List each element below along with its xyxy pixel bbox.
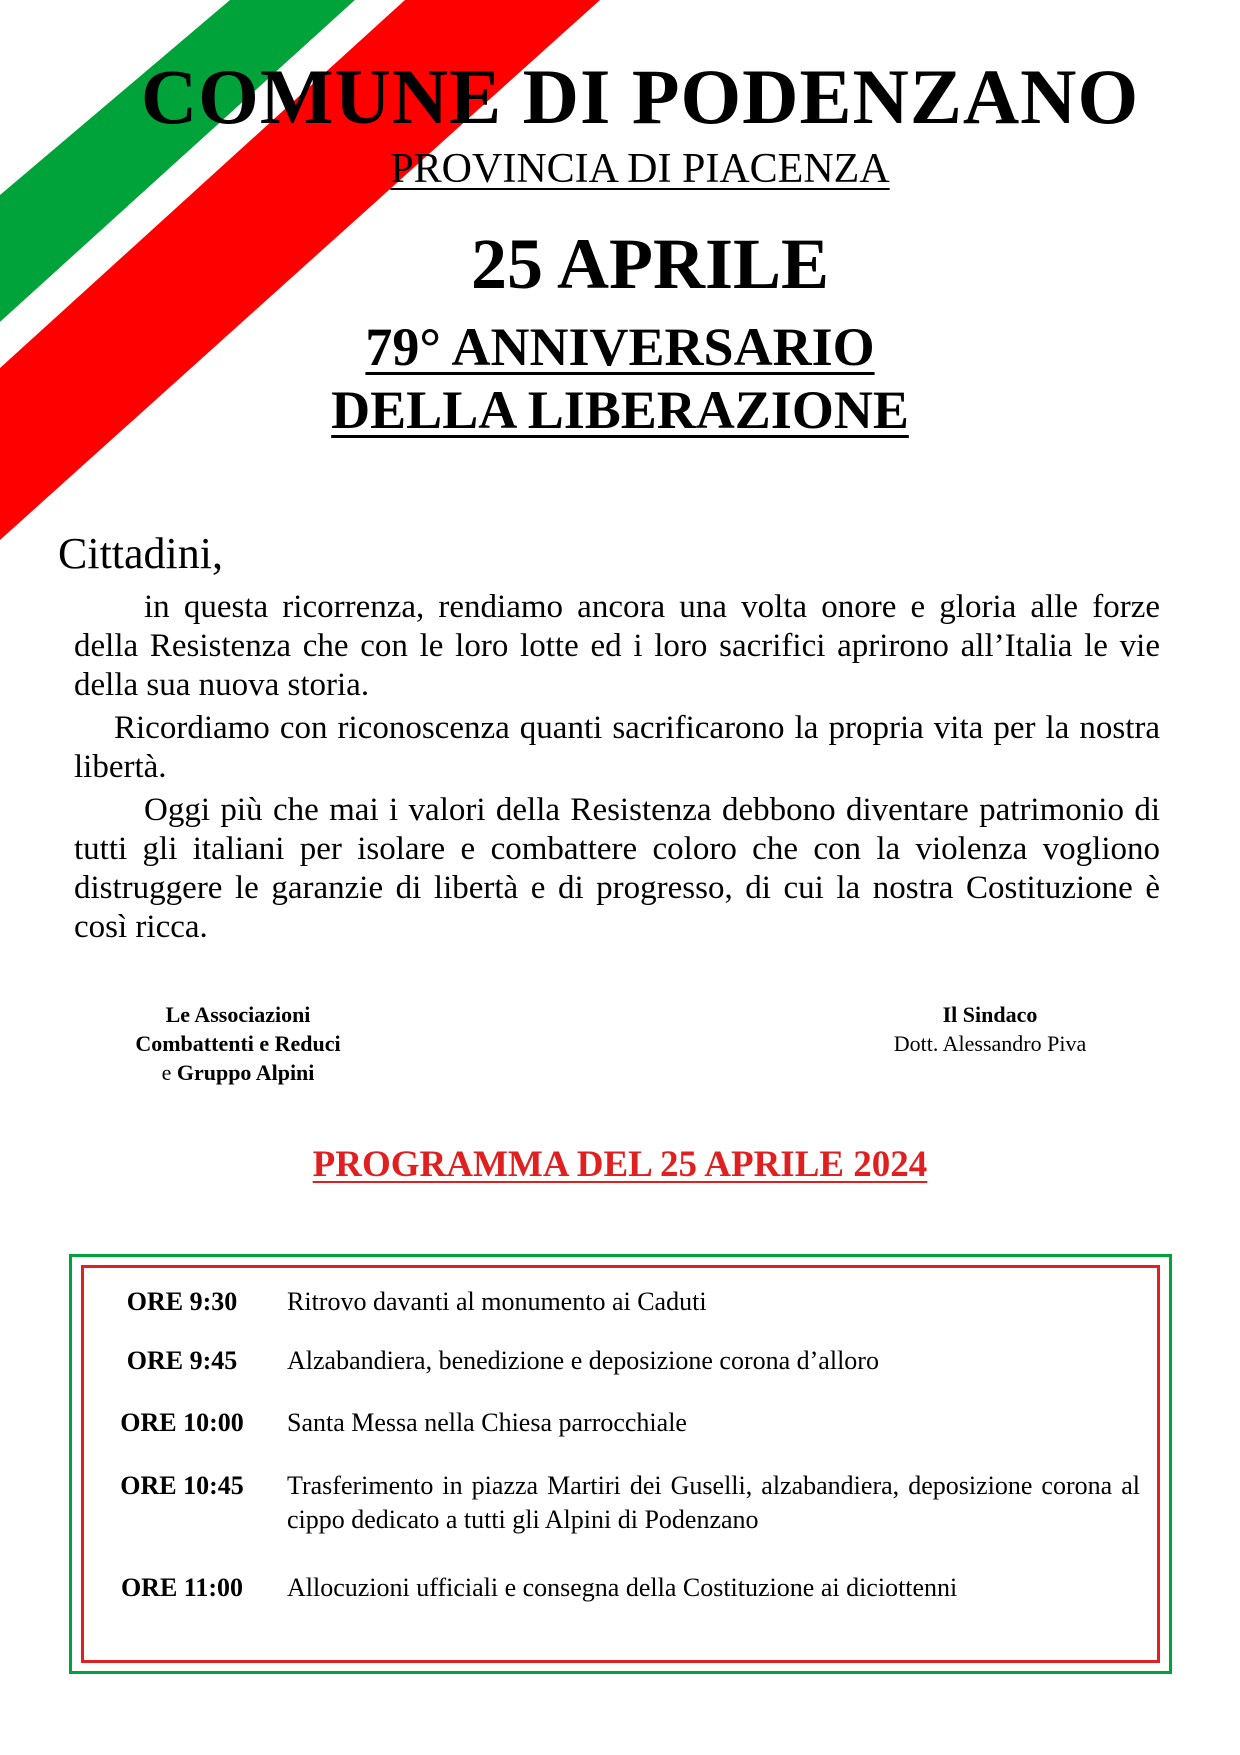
program-description: Allocuzioni ufficiali e consegna della Costituzione ai diciottenni xyxy=(287,1573,958,1602)
letter-greeting: Cittadini, xyxy=(58,529,223,578)
program-title xyxy=(0,1146,1240,1183)
associations-line-1: Le Associazioni xyxy=(165,1002,311,1027)
program-time: ORE 11:00 xyxy=(120,1573,244,1602)
program-description: Trasferimento in piazza Martiri dei Guselli, alzabandiera, deposizione corona al cippo dedicato a tutti gli Alpini di Podenzano xyxy=(287,1471,1140,1534)
associations-signature xyxy=(108,1000,368,1087)
municipality-title: COMUNE DI PODENZANO xyxy=(140,53,1140,140)
mayor-title: Il Sindaco xyxy=(942,1002,1038,1027)
mayor-signature xyxy=(860,1000,1120,1058)
anniversary-line-2: DELLA LIBERAZIONE xyxy=(331,380,909,440)
associations-line-3-prefix: e xyxy=(161,1060,172,1085)
mayor-name: Dott. Alessandro Piva xyxy=(893,1031,1087,1056)
letter-paragraph-1: in questa ricorrenza, rendiamo ancora una volta onore e gloria alle forze della Resistenza che con le loro lotte ed i loro sacrifici aprirono all’Italia le vie della sua nuova storia. xyxy=(74,589,1160,703)
program-time: ORE 10:00 xyxy=(120,1408,244,1437)
associations-line-3 xyxy=(108,1058,368,1087)
associations-line-2: Combattenti e Reduci xyxy=(135,1031,341,1056)
program-description: Santa Messa nella Chiesa parrocchiale xyxy=(287,1408,687,1437)
anniversary-heading xyxy=(0,316,1240,442)
program-description: Ritrovo davanti al monumento ai Caduti xyxy=(287,1287,707,1316)
program-description: Alzabandiera, benedizione e deposizione corona d’alloro xyxy=(287,1346,879,1375)
province-subtitle xyxy=(20,148,1240,190)
letter-paragraph-2: Ricordiamo con riconoscenza quanti sacrificarono la propria vita per la nostra libertà. xyxy=(74,710,1160,785)
letter-paragraph-3: Oggi più che mai i valori della Resistenza debbono diventare patrimonio di tutti gli italiani per isolare e combattere coloro che con la violenza vogliono distruggere le garanzie di libertà e di progresso, di cui la nostra Costituzione è così ricca. xyxy=(74,792,1160,945)
letter-body xyxy=(74,588,1160,951)
program-time: ORE 9:30 xyxy=(126,1287,238,1316)
associations-line-3-bold: Gruppo Alpini xyxy=(176,1060,315,1085)
event-date: 25 APRILE xyxy=(470,224,830,304)
anniversary-line-1: 79° ANNIVERSARIO xyxy=(365,317,875,377)
program-time: ORE 9:45 xyxy=(126,1346,238,1375)
program-time: ORE 10:45 xyxy=(120,1471,244,1500)
province-text: PROVINCIA DI PIACENZA xyxy=(390,146,890,192)
program-title-text: PROGRAMMA DEL 25 APRILE 2024 xyxy=(312,1144,928,1185)
